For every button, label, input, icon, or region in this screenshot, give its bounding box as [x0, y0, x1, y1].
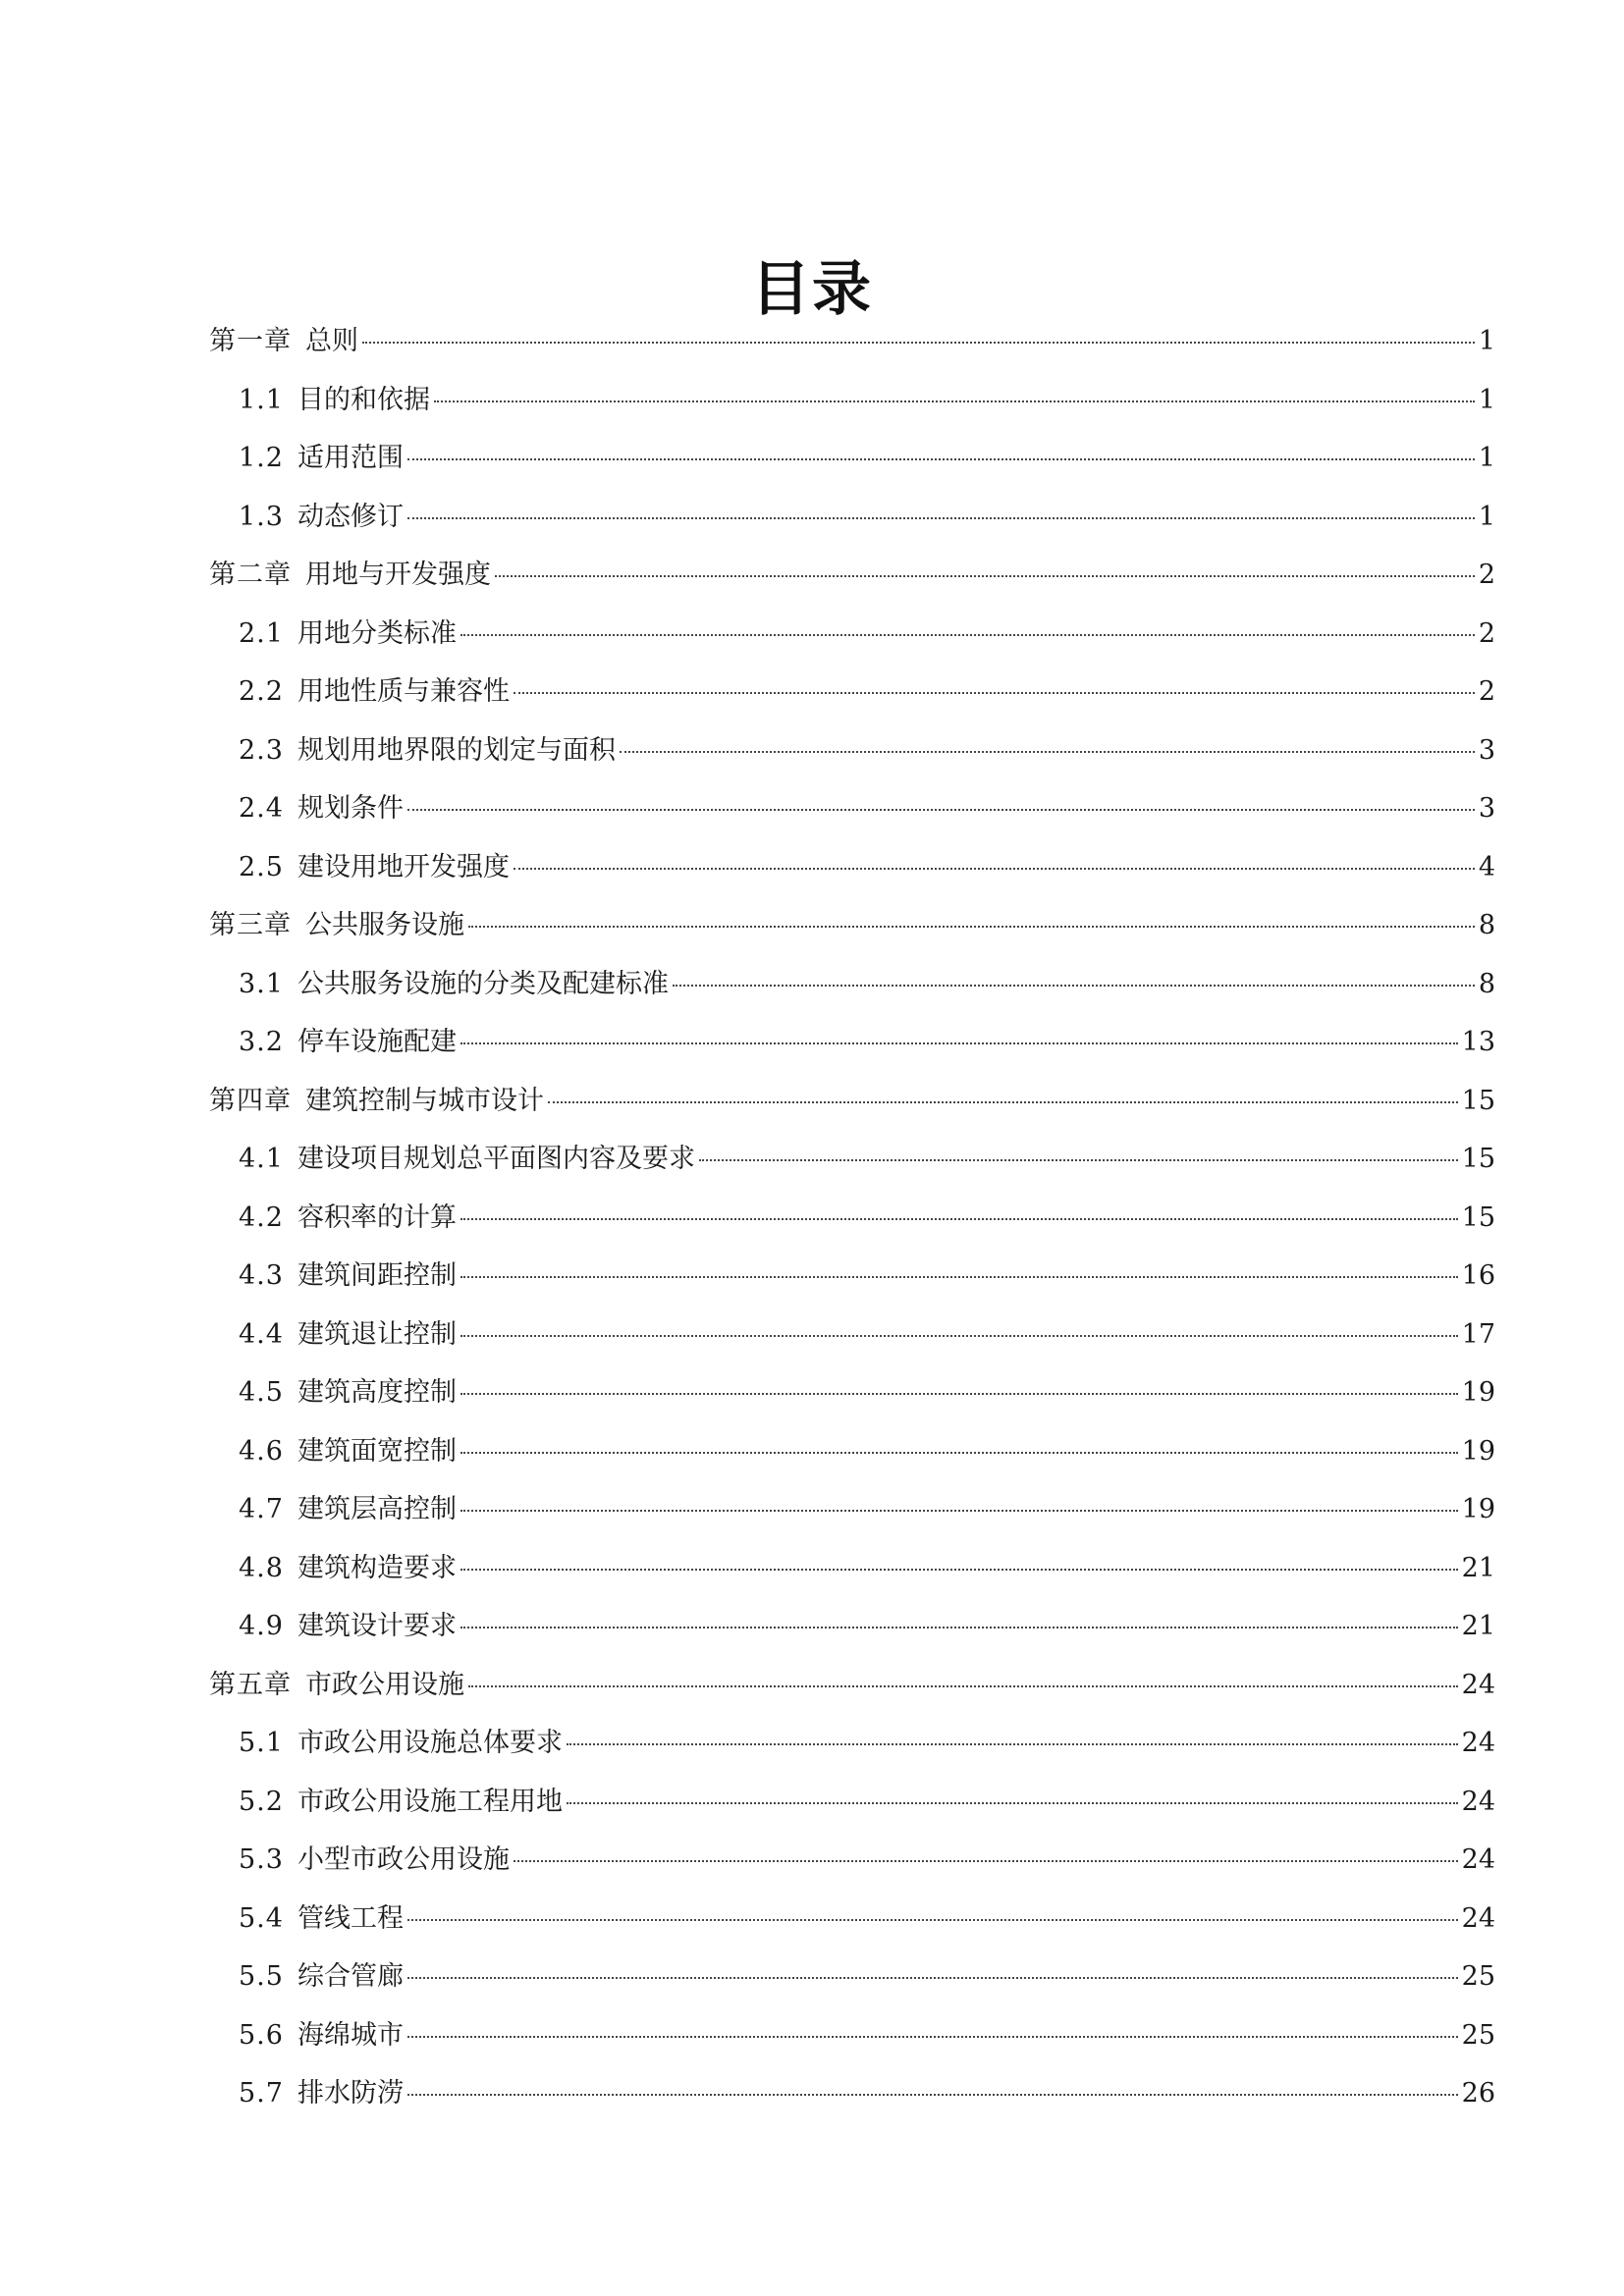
toc-section-entry[interactable] — [209, 1306, 1495, 1364]
toc-chapter-entry[interactable] — [209, 312, 1495, 371]
toc-entry-page-number: 21 — [1461, 1552, 1495, 1583]
toc-entry-page-number: 2 — [1478, 617, 1495, 649]
toc-dot-leader — [548, 1101, 1458, 1103]
toc-dot-leader — [567, 1802, 1458, 1804]
toc-entry-number: 4.7 — [239, 1494, 284, 1524]
toc-section-entry[interactable] — [209, 605, 1495, 664]
toc-entry-label: 公共服务设施 — [305, 910, 464, 940]
toc-entry-number: 3.2 — [239, 1027, 284, 1057]
toc-chapter-entry[interactable] — [209, 1656, 1495, 1715]
toc-entry-label: 建设用地开发强度 — [297, 851, 510, 882]
toc-entry-page-number: 1 — [1478, 443, 1495, 473]
toc-dot-leader — [514, 868, 1475, 870]
toc-section-entry[interactable] — [209, 1714, 1495, 1773]
toc-entry-label: 用地性质与兼容性 — [297, 676, 510, 707]
toc-dot-leader — [407, 2036, 1458, 2038]
toc-entry-label: 适用范围 — [297, 443, 404, 473]
toc-dot-leader — [567, 1743, 1458, 1745]
toc-entry-label: 建筑高度控制 — [297, 1377, 457, 1408]
toc-entry-label: 建筑构造要求 — [297, 1552, 457, 1583]
toc-entry-page-number: 24 — [1461, 1844, 1495, 1875]
toc-entry-page-number: 2 — [1478, 676, 1495, 707]
toc-entry-number: 5.7 — [239, 2078, 284, 2109]
toc-dot-leader — [434, 400, 1475, 402]
toc-dot-leader — [620, 751, 1475, 753]
toc-section-entry[interactable] — [209, 1890, 1495, 1949]
toc-entry-label: 规划条件 — [297, 793, 404, 824]
toc-entry-number: 4.3 — [239, 1260, 284, 1291]
toc-dot-leader — [460, 1042, 1458, 1044]
toc-entry-label: 市政公用设施总体要求 — [297, 1728, 563, 1758]
toc-entry-page-number: 24 — [1461, 1728, 1495, 1758]
toc-dot-leader — [407, 458, 1475, 460]
toc-entry-number: 4.8 — [239, 1552, 284, 1583]
toc-section-entry[interactable] — [209, 779, 1495, 838]
toc-entry-number: 1.2 — [239, 443, 284, 473]
toc-entry-number: 5.2 — [239, 1786, 284, 1817]
toc-chapter-entry[interactable] — [209, 546, 1495, 605]
toc-entry-page-number: 13 — [1461, 1027, 1495, 1057]
toc-section-entry[interactable] — [209, 721, 1495, 780]
toc-section-entry[interactable] — [209, 838, 1495, 897]
toc-entry-label: 动态修订 — [297, 501, 404, 532]
toc-section-entry[interactable] — [209, 1013, 1495, 1072]
toc-dot-leader — [460, 1335, 1458, 1337]
toc-entry-number: 4.1 — [239, 1144, 284, 1174]
toc-entry-number: 2.5 — [239, 851, 284, 882]
toc-dot-leader — [699, 1159, 1458, 1161]
toc-entry-number: 5.3 — [239, 1844, 284, 1875]
toc-entry-number: 2.2 — [239, 676, 284, 707]
toc-entry-number: 4.6 — [239, 1435, 284, 1467]
toc-dot-leader — [460, 1452, 1458, 1454]
toc-entry-number: 第四章 — [209, 1085, 292, 1116]
toc-section-entry[interactable] — [209, 2006, 1495, 2065]
toc-dot-leader — [468, 926, 1475, 928]
toc-dot-leader — [460, 1218, 1458, 1220]
toc-section-entry[interactable] — [209, 1831, 1495, 1890]
toc-dot-leader — [460, 1393, 1458, 1395]
toc-entry-page-number: 25 — [1461, 2019, 1495, 2051]
toc-section-entry[interactable] — [209, 955, 1495, 1014]
toc-section-entry[interactable] — [209, 1539, 1495, 1598]
toc-entry-number: 1.3 — [239, 501, 284, 532]
toc-entry-label: 建筑间距控制 — [297, 1260, 457, 1291]
toc-dot-leader — [460, 1627, 1458, 1629]
toc-entry-label: 建筑面宽控制 — [297, 1435, 457, 1467]
toc-entry-label: 市政公用设施工程用地 — [297, 1786, 563, 1817]
toc-entry-label: 用地分类标准 — [297, 617, 457, 649]
toc-entry-page-number: 1 — [1478, 384, 1495, 415]
toc-entry-label: 海绵城市 — [297, 2019, 404, 2051]
toc-entry-number: 2.4 — [239, 793, 284, 824]
toc-dot-leader — [460, 1510, 1458, 1512]
toc-entry-number: 5.5 — [239, 1961, 284, 1992]
toc-entry-number: 3.1 — [239, 968, 284, 999]
toc-dot-leader — [460, 1569, 1458, 1571]
toc-entry-page-number: 24 — [1461, 1902, 1495, 1934]
toc-entry-label: 总则 — [305, 326, 358, 356]
toc-entry-page-number: 8 — [1478, 910, 1495, 940]
toc-entry-page-number: 3 — [1478, 734, 1495, 766]
toc-dot-leader — [407, 1919, 1458, 1921]
toc-entry-page-number: 17 — [1461, 1318, 1495, 1350]
toc-entry-page-number: 24 — [1461, 1669, 1495, 1700]
toc-section-entry[interactable] — [209, 1363, 1495, 1422]
toc-entry-number: 5.1 — [239, 1728, 284, 1758]
toc-entry-number: 2.3 — [239, 734, 284, 766]
toc-entry-page-number: 4 — [1478, 851, 1495, 882]
toc-section-entry[interactable] — [209, 1422, 1495, 1481]
toc-entry-page-number: 1 — [1478, 501, 1495, 532]
toc-entry-label: 排水防涝 — [297, 2078, 404, 2109]
toc-section-entry[interactable] — [209, 429, 1495, 488]
toc-entry-page-number: 15 — [1461, 1201, 1495, 1233]
toc-section-entry[interactable] — [209, 1247, 1495, 1306]
toc-dot-leader — [362, 342, 1475, 344]
toc-dot-leader — [514, 692, 1475, 694]
toc-entry-page-number: 19 — [1461, 1377, 1495, 1408]
toc-dot-leader — [407, 517, 1475, 519]
toc-dot-leader — [407, 2094, 1458, 2096]
toc-entry-page-number: 15 — [1461, 1144, 1495, 1174]
toc-entry-label: 停车设施配建 — [297, 1027, 457, 1057]
toc-entry-page-number: 24 — [1461, 1786, 1495, 1817]
toc-entry-page-number: 21 — [1461, 1611, 1495, 1641]
toc-entry-number: 第三章 — [209, 910, 292, 940]
toc-chapter-entry[interactable] — [209, 1072, 1495, 1131]
toc-entry-label: 建筑设计要求 — [297, 1611, 457, 1641]
toc-section-entry[interactable] — [209, 2064, 1495, 2123]
toc-section-entry[interactable] — [209, 663, 1495, 721]
toc-entry-label: 公共服务设施的分类及配建标准 — [297, 968, 669, 999]
toc-entry-label: 容积率的计算 — [297, 1201, 457, 1233]
toc-entry-label: 建筑层高控制 — [297, 1494, 457, 1524]
toc-entry-page-number: 15 — [1461, 1085, 1495, 1116]
toc-entry-label: 建筑控制与城市设计 — [305, 1085, 544, 1116]
toc-entry-page-number: 25 — [1461, 1961, 1495, 1992]
toc-entry-label: 规划用地界限的划定与面积 — [297, 734, 616, 766]
toc-dot-leader — [460, 1276, 1458, 1278]
toc-entry-page-number: 16 — [1461, 1260, 1495, 1291]
toc-entry-label: 用地与开发强度 — [305, 560, 491, 590]
toc-title: 目录 — [751, 255, 873, 325]
toc-list — [209, 312, 1495, 2123]
toc-entry-page-number: 8 — [1478, 968, 1495, 999]
toc-entry-number: 4.9 — [239, 1611, 284, 1641]
toc-entry-number: 1.1 — [239, 384, 284, 415]
toc-entry-label: 市政公用设施 — [305, 1669, 464, 1700]
toc-entry-label: 综合管廊 — [297, 1961, 404, 1992]
toc-entry-label: 小型市政公用设施 — [297, 1844, 510, 1875]
toc-entry-number: 第五章 — [209, 1669, 292, 1700]
toc-section-entry[interactable] — [209, 1948, 1495, 2006]
toc-entry-label: 建设项目规划总平面图内容及要求 — [297, 1144, 695, 1174]
toc-dot-leader — [460, 634, 1475, 636]
toc-entry-number: 第一章 — [209, 326, 292, 356]
toc-entry-number: 4.5 — [239, 1377, 284, 1408]
toc-entry-page-number: 26 — [1461, 2078, 1495, 2109]
toc-section-entry[interactable] — [209, 488, 1495, 547]
toc-section-entry[interactable] — [209, 1773, 1495, 1832]
toc-entry-label: 建筑退让控制 — [297, 1318, 457, 1350]
toc-chapter-entry[interactable] — [209, 896, 1495, 955]
toc-entry-page-number: 1 — [1478, 326, 1495, 356]
toc-entry-label: 管线工程 — [297, 1902, 404, 1934]
toc-entry-page-number: 19 — [1461, 1494, 1495, 1524]
toc-section-entry[interactable] — [209, 1189, 1495, 1248]
toc-dot-leader — [468, 1685, 1458, 1687]
toc-section-entry[interactable] — [209, 1480, 1495, 1539]
toc-entry-number: 第二章 — [209, 560, 292, 590]
toc-entry-label: 目的和依据 — [297, 384, 430, 415]
toc-section-entry[interactable] — [209, 1130, 1495, 1189]
toc-entry-number: 4.2 — [239, 1201, 284, 1233]
toc-entry-number: 4.4 — [239, 1318, 284, 1350]
toc-dot-leader — [407, 1977, 1458, 1979]
toc-entry-page-number: 3 — [1478, 793, 1495, 824]
toc-dot-leader — [495, 575, 1475, 577]
toc-dot-leader — [673, 985, 1475, 987]
toc-entry-page-number: 2 — [1478, 560, 1495, 590]
toc-dot-leader — [407, 809, 1475, 811]
toc-dot-leader — [514, 1860, 1458, 1862]
toc-entry-number: 5.4 — [239, 1902, 284, 1934]
toc-entry-page-number: 19 — [1461, 1435, 1495, 1467]
toc-entry-number: 2.1 — [239, 617, 284, 649]
toc-section-entry[interactable] — [209, 1597, 1495, 1656]
toc-section-entry[interactable] — [209, 371, 1495, 430]
toc-entry-number: 5.6 — [239, 2019, 284, 2051]
